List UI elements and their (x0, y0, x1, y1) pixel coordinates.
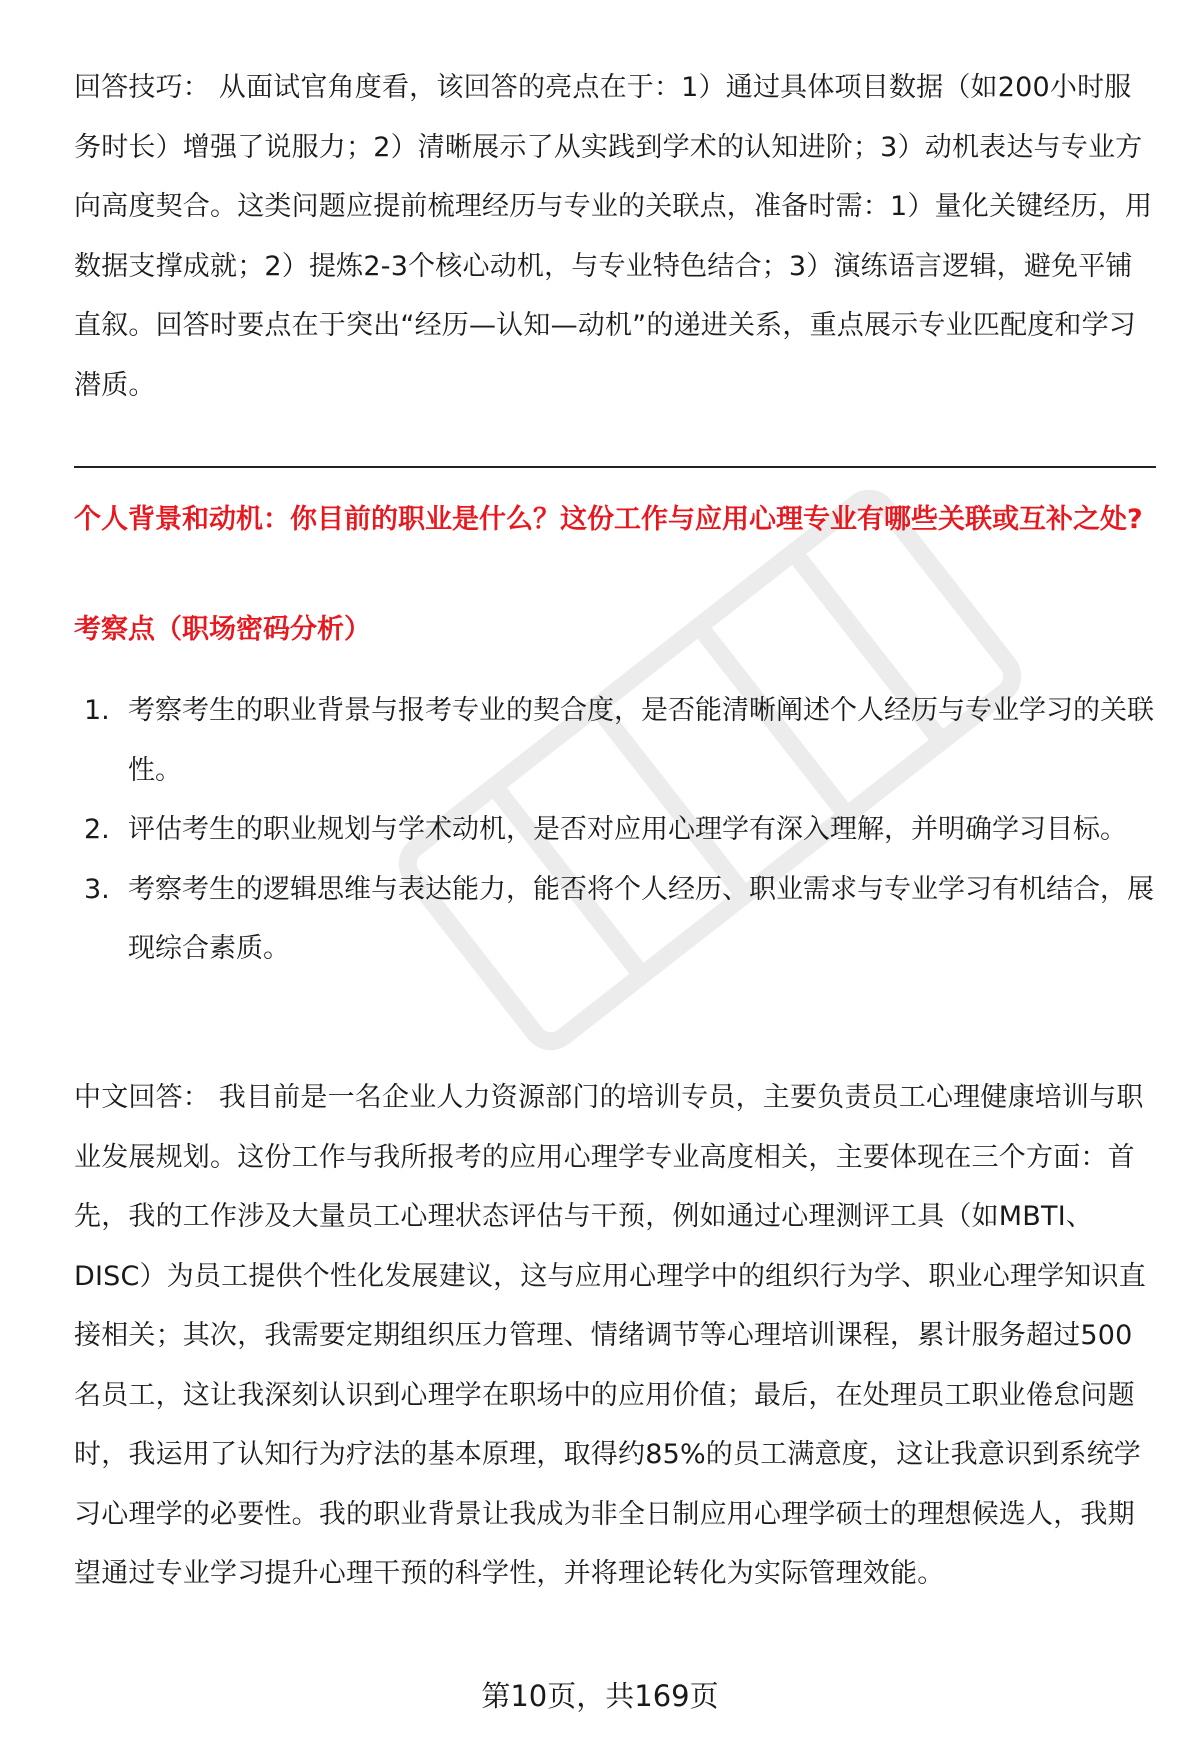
list-item-number: 3. (84, 873, 110, 905)
chinese-answer-paragraph: 中文回答： 我目前是一名企业人力资源部门的培训专员，主要负责员工心理健康培训与职业发展规划。这份工作与我所报考的应用心理学专业高度相关，主要体现在三个方面：首先，我的工作涉及大量员工心理状态评估与干预，例如通过心理测评工具（如MBTI、DISC）为员工提供个性化发展建议，这与应用心理学中的组织行为学、职业心理学知识直接相关；其次，我需要定期组织压力管理、情绪调节等心理培训课程，累计服务超过500名员工，这让我深刻认识到心理学在职场中的应用价值；最后，在处理员工职业倦怠问题时，我运用了认知行为疗法的基本原理，取得约85%的员工满意度，这让我意识到系统学习心理学的必要性。我的职业背景让我成为非全日制应用心理学硕士的理想候选人，我期望通过专业学习提升心理干预的科学性，并将理论转化为实际管理效能。 (74, 1082, 1146, 1589)
list-item (74, 860, 1154, 979)
assessment-points-list (74, 681, 1154, 979)
list-item (74, 681, 1154, 800)
intro-tips-paragraph: 回答技巧： 从面试官角度看，该回答的亮点在于：1）通过具体项目数据（如200小时服务时长）增强了说服力；2）清晰展示了从实践到学术的认知进阶；3）动机表达与专业方向高度契合。这类问题应提前梳理经历与专业的关联点，准备时需：1）量化关键经历，用数据支撑成就；2）提炼2-3个核心动机，与专业特色结合；3）演练语言逻辑，避免平铺直叙。回答时要点在于突出“经历—认知—动机”的递进关系，重点展示专业匹配度和学习潜质。 (74, 72, 1153, 401)
list-item-number: 1. (84, 695, 110, 726)
section-divider (74, 466, 1156, 468)
list-item-text: 评估考生的职业规划与学术动机，是否对应用心理学有深入理解，并明确学习目标。 (128, 814, 1127, 845)
list-item-text: 考察考生的职业背景与报考专业的契合度，是否能清晰阐述个人经历与专业学习的关联性。 (128, 695, 1154, 786)
list-item-text: 考察考生的逻辑思维与表达能力，能否将个人经历、职业需求与专业学习有机结合，展现综合素质。 (128, 873, 1154, 964)
page-number-footer: 第10页，共169页 (481, 1679, 719, 1713)
list-item (74, 800, 1154, 860)
question-title: 个人背景和动机：你目前的职业是什么？这份工作与应用心理专业有哪些关联或互补之处? (74, 504, 1143, 535)
list-item-number: 2. (84, 814, 110, 845)
section-heading: 考察点（职场密码分析） (74, 614, 371, 645)
